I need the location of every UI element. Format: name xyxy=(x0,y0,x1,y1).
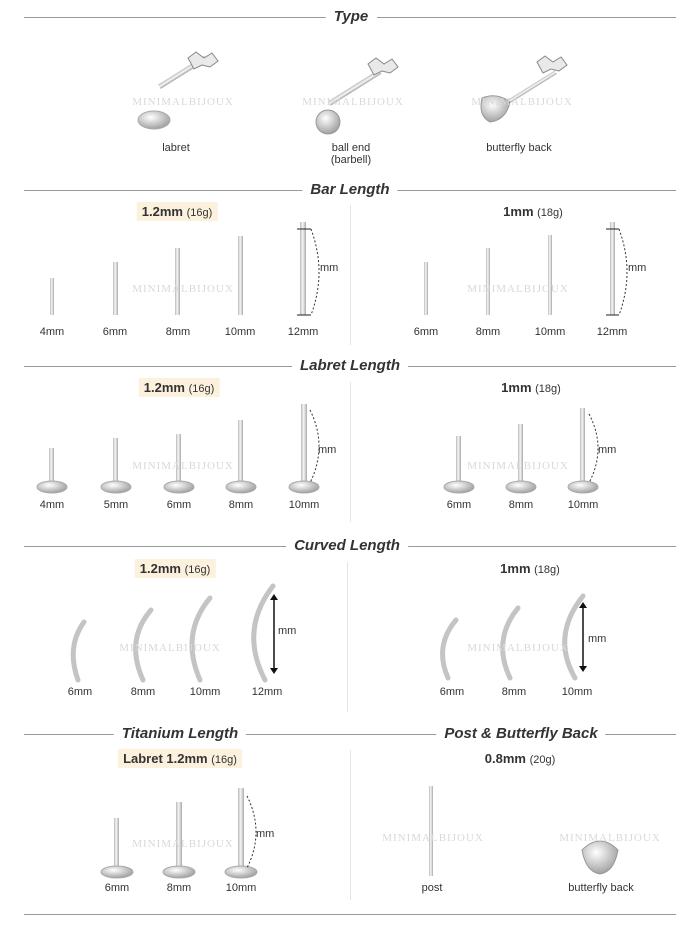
length-label: 8mm xyxy=(508,499,534,511)
type-label-ball-end-line1: ball end xyxy=(331,142,371,154)
length-label: 6mm xyxy=(439,686,465,698)
mm-label: mm xyxy=(278,625,297,637)
column-divider xyxy=(350,205,351,345)
gauge-text: (16g) xyxy=(188,383,215,395)
length-label: 5mm xyxy=(103,499,129,511)
size-badge xyxy=(118,749,242,768)
gauge-text: (18g) xyxy=(534,564,560,576)
length-label: 8mm xyxy=(166,882,192,894)
section-title-bar-length: Bar Length xyxy=(302,181,397,198)
size-text: 1.2mm xyxy=(139,561,181,576)
section-title-labret-length: Labret Length xyxy=(292,357,408,374)
mm-label: mm xyxy=(598,444,617,456)
gauge-text: (16g) xyxy=(211,754,237,766)
length-label: 10mm xyxy=(567,499,599,511)
size-badge xyxy=(498,202,568,221)
labret-length-left-posts xyxy=(37,404,319,493)
section-title-curved-length: Curved Length xyxy=(286,537,408,554)
length-label: 10mm xyxy=(561,686,593,698)
length-label: 12mm xyxy=(287,326,319,338)
watermark: MINIMALBIJOUX xyxy=(132,96,234,108)
watermark: MINIMALBIJOUX xyxy=(132,283,234,295)
divider xyxy=(377,17,676,18)
titanium-length-posts xyxy=(101,788,257,878)
length-label: 6mm xyxy=(413,326,439,338)
bottom-divider xyxy=(24,914,676,915)
type-label-ball-end-line2: (barbell) xyxy=(330,154,372,166)
size-badge xyxy=(137,202,218,221)
mm-label: mm xyxy=(628,262,647,274)
length-label: 8mm xyxy=(165,326,191,338)
column-divider xyxy=(350,750,351,900)
bar-length-right-bars xyxy=(424,222,627,315)
size-badge xyxy=(495,559,565,578)
curved-length-left-bars xyxy=(73,586,273,680)
labret-length-right-posts xyxy=(444,408,598,493)
length-label: 10mm xyxy=(534,326,566,338)
length-label: 6mm xyxy=(166,499,192,511)
length-label: 4mm xyxy=(39,326,65,338)
column-divider xyxy=(350,382,351,522)
watermark: MINIMALBIJOUX xyxy=(132,838,234,850)
watermark: MINIMALBIJOUX xyxy=(467,283,569,295)
length-label: 12mm xyxy=(596,326,628,338)
post-illustration xyxy=(429,786,433,876)
size-text: 0.8mm xyxy=(484,751,526,766)
type-label-ball-end xyxy=(331,142,371,166)
length-label: 12mm xyxy=(251,686,283,698)
length-label: 8mm xyxy=(475,326,501,338)
type-label-labret: labret xyxy=(162,142,190,154)
size-badge xyxy=(139,378,220,397)
size-text: 1mm xyxy=(500,561,531,576)
size-badge xyxy=(480,749,561,768)
gauge-text: (18g) xyxy=(535,383,561,395)
length-label: 10mm xyxy=(224,326,256,338)
watermark: MINIMALBIJOUX xyxy=(302,96,404,108)
gauge-text: (16g) xyxy=(184,564,211,576)
butterfly-back-label: butterfly back xyxy=(568,882,634,894)
gauge-text: (16g) xyxy=(186,207,213,219)
curved-length-left-arrow xyxy=(270,594,278,674)
length-label: 8mm xyxy=(228,499,254,511)
section-title-post-butterfly: Post & Butterfly Back xyxy=(436,725,605,742)
length-label: 10mm xyxy=(189,686,221,698)
butterfly-back-type-illustration xyxy=(481,56,567,122)
watermark: MINIMALBIJOUX xyxy=(382,832,484,844)
labret-type-illustration xyxy=(138,52,218,129)
divider xyxy=(24,17,329,18)
length-label: 6mm xyxy=(67,686,93,698)
mm-label: mm xyxy=(320,262,339,274)
mm-label: mm xyxy=(256,828,275,840)
size-text: Labret 1.2mm xyxy=(123,751,208,766)
length-label: 8mm xyxy=(501,686,527,698)
watermark: MINIMALBIJOUX xyxy=(471,96,573,108)
section-title-titanium-length: Titanium Length xyxy=(114,725,246,742)
size-text: 1.2mm xyxy=(141,204,183,219)
column-divider xyxy=(347,562,348,712)
size-badge xyxy=(135,559,216,578)
size-text: 1.2mm xyxy=(143,380,185,395)
type-label-butterfly-back: butterfly back xyxy=(486,142,552,154)
mm-label: mm xyxy=(318,444,337,456)
size-text: 1mm xyxy=(503,204,534,219)
butterfly-back-illustration xyxy=(582,841,618,874)
watermark: MINIMALBIJOUX xyxy=(559,832,661,844)
length-label: 8mm xyxy=(130,686,156,698)
watermark: MINIMALBIJOUX xyxy=(132,460,234,472)
section-title-type: Type xyxy=(326,8,376,25)
bar-length-left-bars xyxy=(50,222,319,315)
gauge-text: (18g) xyxy=(537,207,563,219)
length-label: 10mm xyxy=(288,499,320,511)
length-label: 6mm xyxy=(446,499,472,511)
size-badge xyxy=(496,378,566,397)
length-label: 10mm xyxy=(225,882,257,894)
size-text: 1mm xyxy=(501,380,532,395)
gauge-text: (20g) xyxy=(529,754,556,766)
mm-label: mm xyxy=(588,633,607,645)
post-label: post xyxy=(421,882,443,894)
length-label: 6mm xyxy=(102,326,128,338)
watermark: MINIMALBIJOUX xyxy=(467,642,569,654)
curved-length-right-arrow xyxy=(579,602,587,672)
watermark: MINIMALBIJOUX xyxy=(467,460,569,472)
length-label: 6mm xyxy=(104,882,130,894)
length-label: 4mm xyxy=(39,499,65,511)
watermark: MINIMALBIJOUX xyxy=(119,642,221,654)
curved-length-right-bars xyxy=(443,596,583,678)
